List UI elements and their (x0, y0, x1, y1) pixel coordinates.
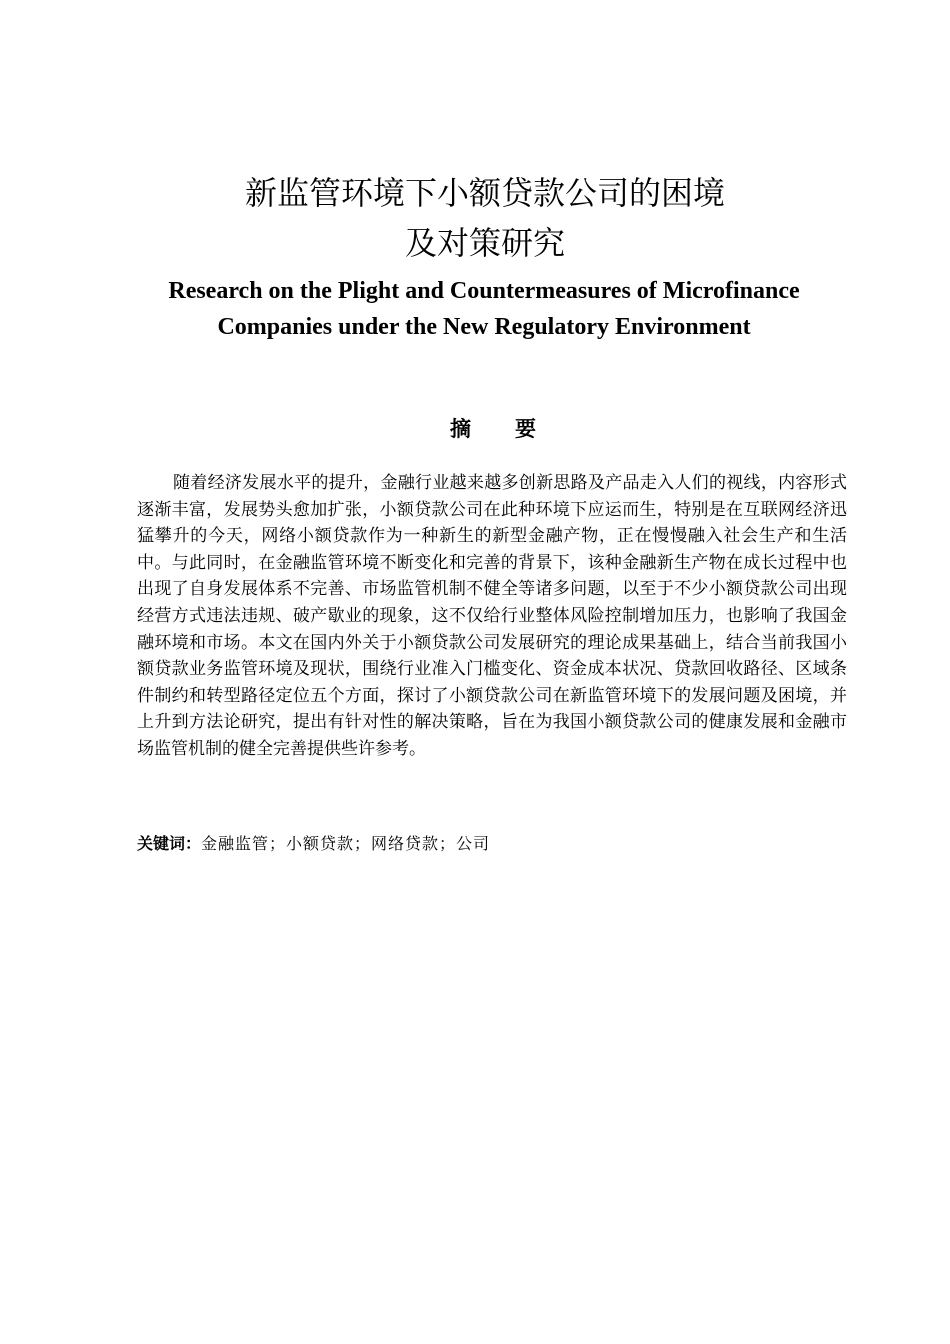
abstract-heading-char-1: 摘 (450, 416, 471, 441)
abstract-heading (0, 414, 950, 444)
title-chinese-line-1: 新监管环境下小额贷款公司的困境 (244, 174, 725, 212)
abstract-heading-char-2: 要 (515, 416, 536, 441)
title-english-line-1: Research on the Plight and Countermeasures of Microfinance (168, 278, 800, 304)
title-english-line-2: Companies under the New Regulatory Environment (217, 314, 751, 340)
keywords-line (137, 832, 847, 856)
keywords-label: 关键词： (137, 834, 202, 853)
abstract-body: 随着经济发展水平的提升，金融行业越来越多创新思路及产品走入人们的视线，内容形式逐渐丰富，发展势头愈加扩张，小额贷款公司在此种环境下应运而生，特别是在互联网经济迅猛攀升的今天，网络小额贷款作为一种新生的新型金融产物，正在慢慢融入社会生产和生活中。与此同时，在金融监管环境不断变化和完善的背景下，该种金融新生产物在成长过程中也出现了自身发展体系不完善、市场监管机制不健全等诸多问题，以至于不少小额贷款公司出现经营方式违法违规、破产歇业的现象，这不仅给行业整体风险控制增加压力，也影响了我国金融环境和市场。本文在国内外关于小额贷款公司发展研究的理论成果基础上，结合当前我国小额贷款业务监管环境及现状，围绕行业准入门槛变化、资金成本状况、贷款回收路径、区域条件制约和转型路径定位五个方面，探讨了小额贷款公司在新监管环境下的发展问题及困境，并上升到方法论研究，提出有针对性的解决策略，旨在为我国小额贷款公司的健康发展和金融市场监管机制的健全完善提供些许参考。 (137, 473, 847, 759)
title-chinese-line-2: 及对策研究 (404, 224, 565, 262)
keywords-values: 金融监管；小额贷款；网络贷款；公司 (201, 834, 491, 853)
